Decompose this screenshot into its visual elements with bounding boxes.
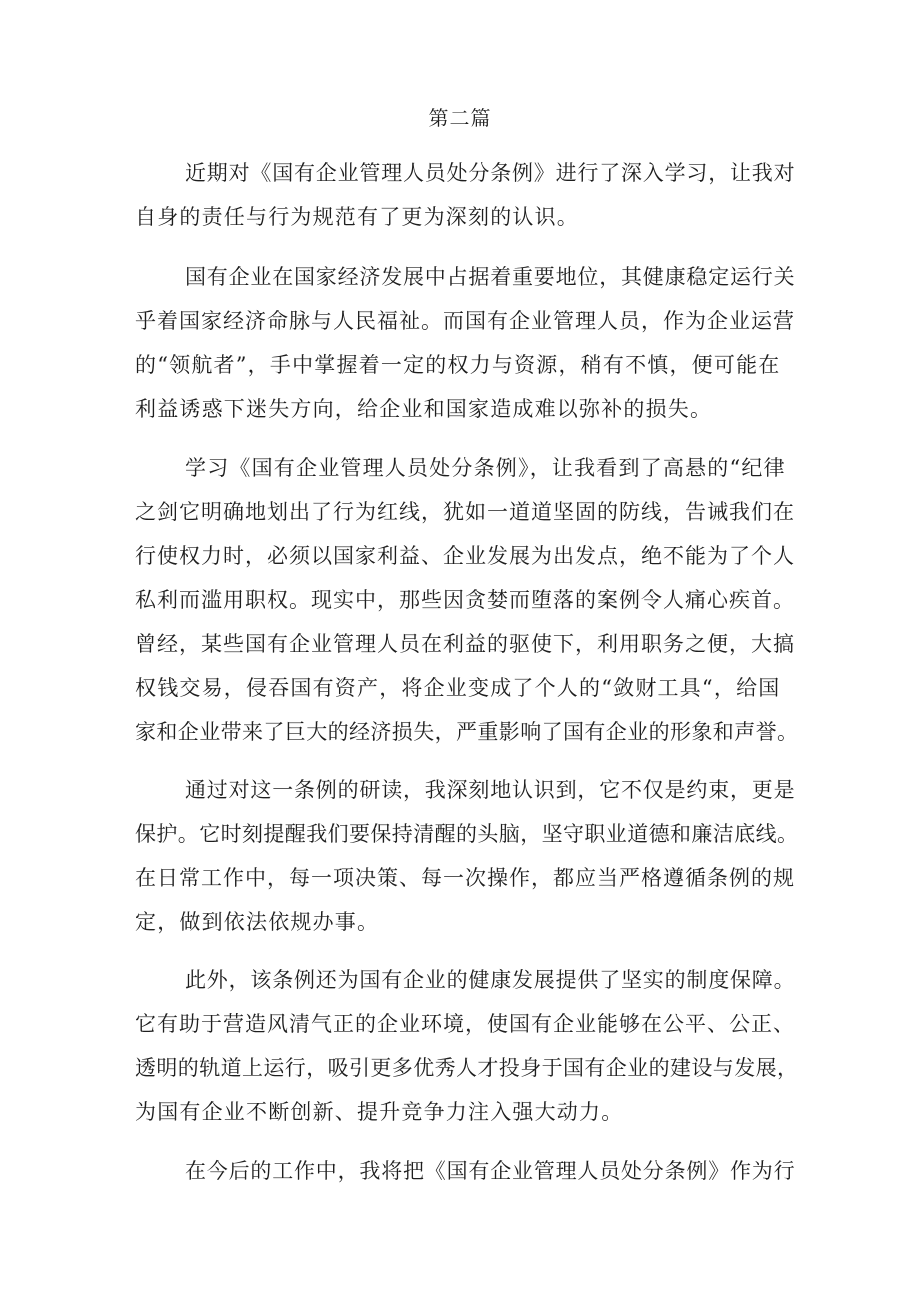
paragraph-line: 利益诱惑下迷失方向，给企业和国家造成难以弥补的损失。: [135, 397, 713, 421]
paragraph-line: 为国有企业不断创新、提升竞争力注入强大动力。: [135, 1100, 624, 1124]
paragraph-line: 在今后的工作中，我将把《国有企业管理人员处分条例》作为行: [185, 1159, 796, 1183]
paragraph-line: 国有企业在国家经济发展中占据着重要地位，其健康稳定运行关: [185, 265, 796, 289]
paragraph-line: 乎着国家经济命脉与人民福祉。而国有企业管理人员，作为企业运营: [135, 309, 795, 333]
paragraph-line: 曾经，某些国有企业管理人员在利益的驱使下，利用职务之便，大搞: [135, 632, 795, 656]
paragraph-line: 权钱交易，侵吞国有资产，将企业变成了个人的“敛财工具“，给国: [135, 676, 781, 700]
paragraph-line: 近期对《国有企业管理人员处分条例》进行了深入学习，让我对: [185, 161, 796, 185]
document-title: 第二篇: [428, 106, 492, 130]
paragraph-line: 保护。它时刻提醒我们要保持清醒的头脑，坚守职业道德和廉洁底线。: [135, 822, 799, 846]
paragraph-line: 学习《国有企业管理人员处分条例》，让我看到了高悬的“纪律: [185, 456, 786, 480]
paragraph-line: 透明的轨道上运行，吸引更多优秀人才投身于国有企业的建设与发展，: [135, 1056, 799, 1080]
paragraph-line: 此外，该条例还为国有企业的健康发展提供了坚实的制度保障。: [185, 968, 796, 992]
paragraph-line: 通过对这一条例的研读，我深刻地认识到，它不仅是约束，更是: [185, 778, 796, 802]
paragraph-line: 的“领航者”，手中掌握着一定的权力与资源，稍有不慎，便可能在: [135, 353, 781, 377]
paragraph-line: 行使权力时，必须以国家利益、企业发展为出发点，绝不能为了个人: [135, 544, 795, 568]
paragraph-line: 在日常工作中，每一项决策、每一次操作，都应当严格遵循条例的规: [135, 866, 795, 890]
paragraph-line: 定，做到依法依规办事。: [135, 910, 380, 934]
paragraph-line: 私利而滥用职权。现实中，那些因贪婪而堕落的案例令人痛心疾首。: [135, 588, 795, 612]
paragraph-line: 自身的责任与行为规范有了更为深刻的认识。: [135, 205, 579, 229]
paragraph-line: 家和企业带来了巨大的经济损失，严重影响了国有企业的形象和声誉。: [135, 720, 799, 744]
paragraph-line: 之剑它明确地划出了行为红线，犹如一道道坚固的防线，告诫我们在: [135, 500, 795, 524]
paragraph-line: 它有助于营造风清气正的企业环境，使国有企业能够在公平、公正、: [135, 1012, 795, 1036]
